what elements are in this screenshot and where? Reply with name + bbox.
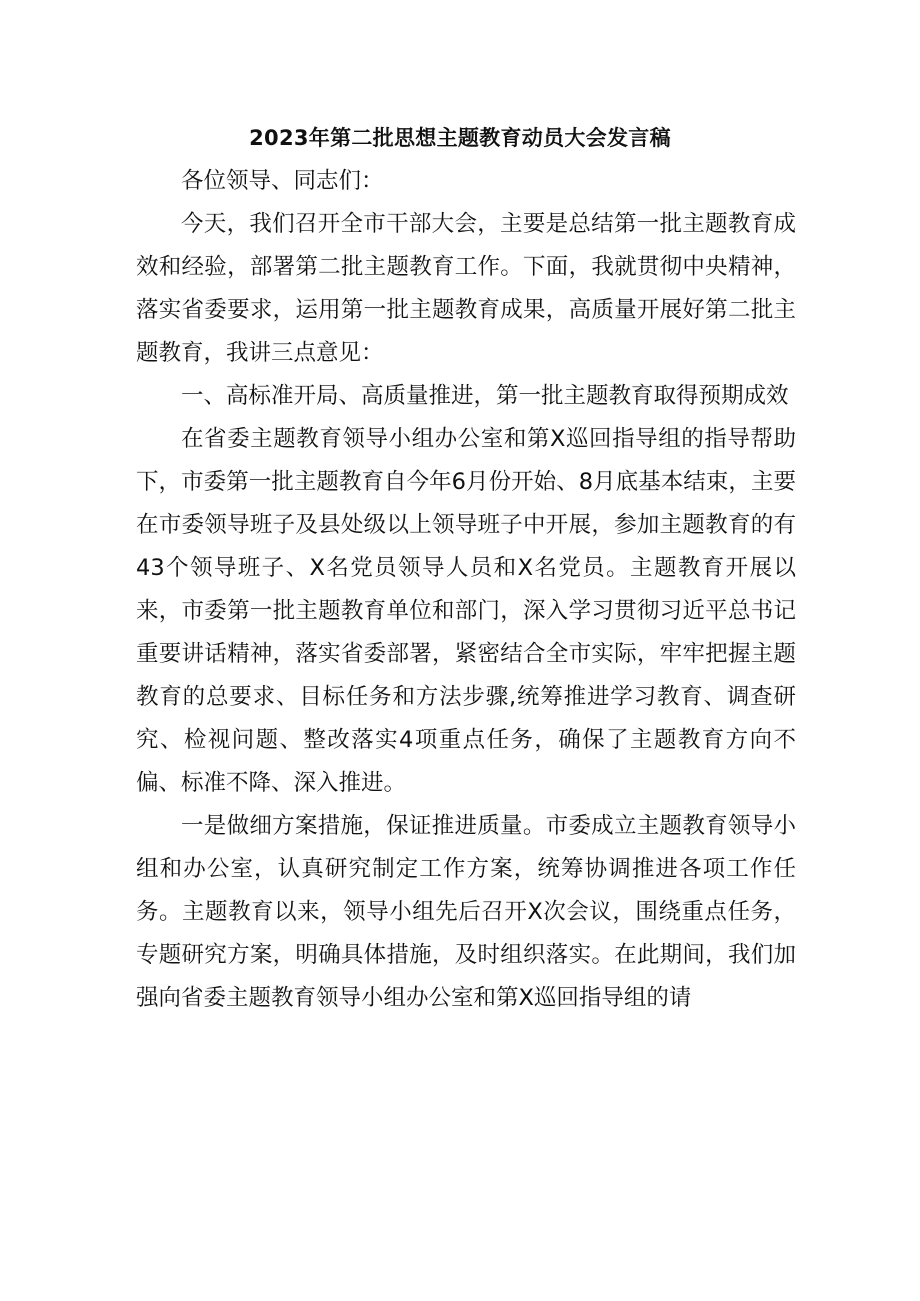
paragraph-intro: 今天，我们召开全市干部大会，主要是总结第一批主题教育成效和经验，部署第二批主题教育工作。下面，我就贯彻中央精神，落实省委要求，运用第一批主题教育成果，高质量开展好第二批主题教育，我讲三点意见： — [136, 211, 796, 366]
paragraph-overview: 在省委主题教育领导小组办公室和第X巡回指导组的指导帮助下，市委第一批主题教育自今年6月份开始、8月底基本结束，主要在市委领导班子及县处级以上领导班子中开展，参加主题教育的有43个领导班子、X名党员领导人员和X名党员。主题教育开展以来，市委第一批主题教育单位和部门，深入学习贯彻习近平总书记重要讲话精神，落实省委部署，紧密结合全市实际，牢牢把握主题教育的总要求、目标任务和方法步骤,统筹推进学习教育、调查研究、检视问题、整改落实4项重点任务，确保了主题教育方向不偏、标准不降、深入推进。 — [136, 426, 796, 796]
paragraph-point-one: 一是做细方案措施，保证推进质量。市委成立主题教育领导小组和办公室，认真研究制定工作方案，统筹协调推进各项工作任务。主题教育以来，领导小组先后召开X次会议，围绕重点任务，专题研究方案，明确具体措施，及时组织落实。在此期间，我们加强向省委主题教育领导小组办公室和第X巡回指导组的请 — [136, 813, 796, 1011]
paragraph-heading-one: 一、高标准开局、高质量推进，第一批主题教育取得预期成效 — [181, 383, 789, 409]
document-title: 2023年第二批思想主题教育动员大会发言稿 — [249, 126, 671, 150]
paragraph-greeting: 各位领导、同志们： — [181, 168, 384, 194]
document-body — [136, 160, 796, 1020]
